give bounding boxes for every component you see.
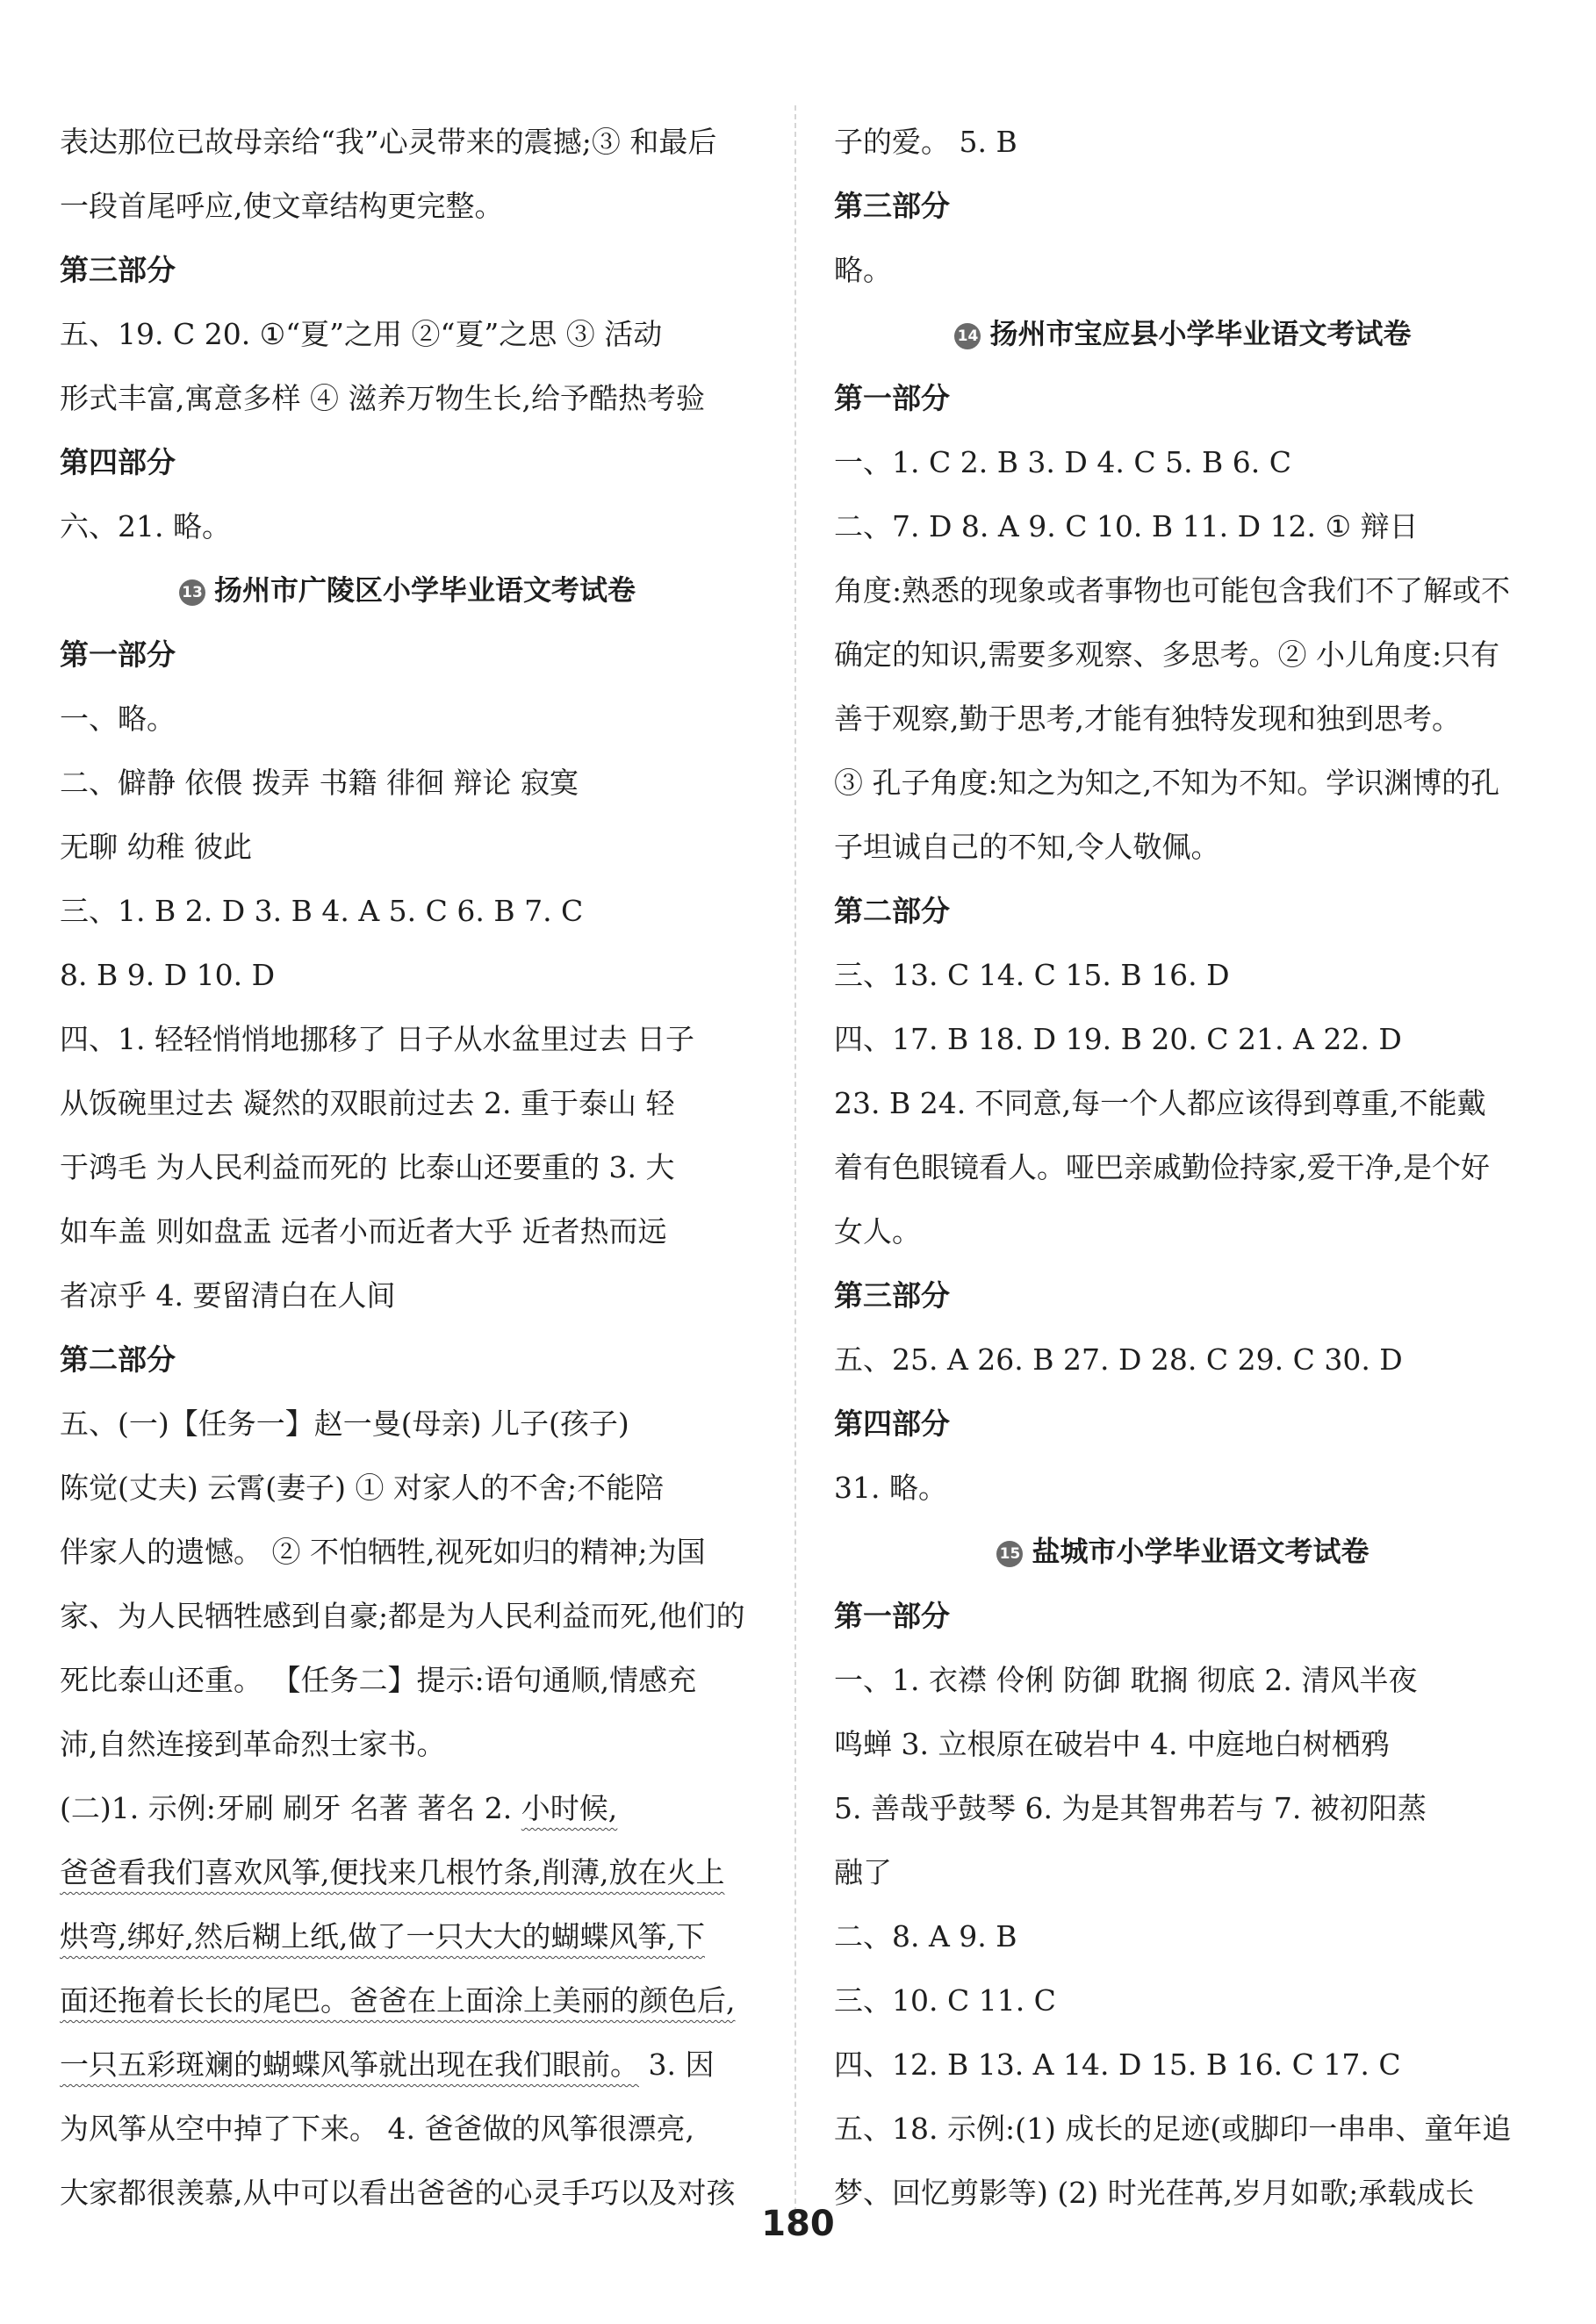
plain-text: 3. 因	[639, 2047, 715, 2082]
text-line: 善于观察,勤于思考,才能有独特发现和独到思考。	[834, 702, 1461, 736]
exam-title-text: 盐城市小学毕业语文考试卷	[1032, 1535, 1370, 1568]
section-heading: 第一部分	[60, 637, 176, 672]
text-line: 家、为人民牺牲感到自豪;都是为人民利益而死,他们的	[60, 1599, 745, 1633]
text-line: 为风筝从空中掉了下来。 4. 爸爸做的风筝很漂亮,	[60, 2112, 694, 2146]
exam-title	[60, 558, 755, 622]
text-line	[60, 1968, 755, 2033]
text-line: 子坦诚自己的不知,令人敬佩。	[834, 830, 1220, 864]
right-column	[834, 110, 1532, 2225]
exam-title	[834, 1520, 1532, 1584]
text-line: 于鸿毛 为人民利益而死的 比泰山还要重的 3. 大	[60, 1150, 675, 1184]
text-line: 五、18. 示例:(1) 成长的足迹(或脚印一串串、童年追	[834, 2112, 1512, 2146]
text-line: 略。	[834, 253, 892, 287]
text-line: 5. 善哉乎鼓琴 6. 为是其智弗若与 7. 被初阳蒸	[834, 1791, 1427, 1825]
text-line: ③ 孔子角度:知之为知之,不知为不知。学识渊博的孔	[834, 766, 1500, 800]
text-line: 融了	[834, 1855, 892, 1889]
text-line: 梦、回忆剪影等) (2) 时光荏苒,岁月如歌;承载成长	[834, 2176, 1475, 2210]
wavy-underlined-text: 一只五彩斑斓的蝴蝶风筝就出现在我们眼前。	[60, 2047, 639, 2082]
text-line: 形式丰富,寓意多样 ④ 滋养万物生长,给予酷热考验	[60, 381, 705, 415]
left-column	[60, 110, 755, 2225]
text-line: 三、1. B 2. D 3. B 4. A 5. C 6. B 7. C	[60, 894, 584, 928]
text-line: 四、17. B 18. D 19. B 20. C 21. A 22. D	[834, 1022, 1402, 1056]
text-line	[60, 1840, 755, 1904]
section-heading: 第三部分	[60, 253, 176, 287]
text-line: 六、21. 略。	[60, 509, 231, 543]
exam-number-badge: 15	[996, 1541, 1023, 1567]
plain-text: (二)1. 示例:牙刷 刷牙 名著 著名 2.	[60, 1791, 521, 1825]
wavy-underlined-text: 小时候,	[521, 1791, 618, 1825]
text-line: 者凉乎 4. 要留清白在人间	[60, 1278, 396, 1313]
text-line: 一、1. 衣襟 伶俐 防御 耽搁 彻底 2. 清风半夜	[834, 1663, 1418, 1697]
exam-title-text: 扬州市宝应县小学毕业语文考试卷	[989, 317, 1412, 350]
text-line: 如车盖 则如盘盂 远者小而近者大乎 近者热而远	[60, 1214, 667, 1248]
text-line: 五、(一)【任务一】赵一曼(母亲) 儿子(孩子)	[60, 1407, 629, 1441]
section-heading: 第二部分	[834, 894, 950, 928]
text-line: 五、19. C 20. ①“夏”之用 ②“夏”之思 ③ 活动	[60, 317, 663, 351]
text-line: 鸣蝉 3. 立根原在破岩中 4. 中庭地白树栖鸦	[834, 1727, 1390, 1761]
exam-number-badge: 13	[179, 579, 205, 606]
text-line: 一、1. C 2. B 3. D 4. C 5. B 6. C	[834, 445, 1292, 479]
text-line: 二、8. A 9. B	[834, 1919, 1017, 1953]
text-line: 女人。	[834, 1214, 921, 1248]
text-line: 一、略。	[60, 702, 176, 736]
text-line: 无聊 幼稚 彼此	[60, 830, 252, 864]
text-line: 死比泰山还重。 【任务二】提示:语句通顺,情感充	[60, 1663, 697, 1697]
section-heading: 第一部分	[834, 1599, 950, 1633]
text-line	[60, 2033, 755, 2097]
section-heading: 第二部分	[60, 1342, 176, 1377]
text-line: 二、僻静 依偎 拨弄 书籍 徘徊 辩论 寂寞	[60, 766, 579, 800]
text-line	[60, 1904, 755, 1968]
text-line: 五、25. A 26. B 27. D 28. C 29. C 30. D	[834, 1342, 1403, 1377]
exam-number-badge: 14	[954, 323, 981, 349]
text-line: 子的爱。 5. B	[834, 125, 1017, 159]
exam-title	[834, 302, 1532, 366]
text-line: 8. B 9. D 10. D	[60, 958, 276, 992]
text-line: 四、1. 轻轻悄悄地挪移了 日子从水盆里过去 日子	[60, 1022, 694, 1056]
section-heading: 第一部分	[834, 381, 950, 415]
text-line: 角度:熟悉的现象或者事物也可能包含我们不了解或不	[834, 573, 1511, 608]
section-heading: 第四部分	[60, 445, 176, 479]
page-number: 180	[761, 2204, 835, 2244]
section-heading: 第三部分	[834, 1278, 950, 1313]
text-line: 沛,自然连接到革命烈士家书。	[60, 1727, 446, 1761]
text-line: 三、13. C 14. C 15. B 16. D	[834, 958, 1230, 992]
text-line: 二、7. D 8. A 9. C 10. B 11. D 12. ① 辩日	[834, 509, 1419, 543]
text-line: 一段首尾呼应,使文章结构更完整。	[60, 189, 504, 223]
exam-title-text: 扬州市广陵区小学毕业语文考试卷	[213, 573, 636, 607]
column-divider	[794, 105, 796, 2230]
text-line: 23. B 24. 不同意,每一个人都应该得到尊重,不能戴	[834, 1086, 1486, 1120]
section-heading: 第四部分	[834, 1407, 950, 1441]
text-line: 三、10. C 11. C	[834, 1983, 1056, 2018]
text-line: 表达那位已故母亲给“我”心灵带来的震撼;③ 和最后	[60, 125, 717, 159]
text-line: 陈觉(丈夫) 云霄(妻子) ① 对家人的不舍;不能陪	[60, 1471, 665, 1505]
text-line: 31. 略。	[834, 1471, 947, 1505]
text-line: 从饭碗里过去 凝然的双眼前过去 2. 重于泰山 轻	[60, 1086, 675, 1120]
text-line: 确定的知识,需要多观察、多思考。② 小儿角度:只有	[834, 637, 1500, 672]
text-line: 大家都很羡慕,从中可以看出爸爸的心灵手巧以及对孩	[60, 2176, 736, 2210]
wavy-underlined-text: 爸爸看我们喜欢风筝,便找来几根竹条,削薄,放在火上	[60, 1855, 725, 1889]
wavy-underlined-text: 烘弯,绑好,然后糊上纸,做了一只大大的蝴蝶风筝,下	[60, 1919, 705, 1953]
text-line: 着有色眼镜看人。哑巴亲戚勤俭持家,爱干净,是个好	[834, 1150, 1490, 1184]
wavy-underlined-text: 面还拖着长长的尾巴。爸爸在上面涂上美丽的颜色后,	[60, 1983, 736, 2018]
text-line: 四、12. B 13. A 14. D 15. B 16. C 17. C	[834, 2047, 1401, 2082]
section-heading: 第三部分	[834, 189, 950, 223]
text-line: 伴家人的遗憾。 ② 不怕牺牲,视死如归的精神;为国	[60, 1535, 706, 1569]
text-line	[60, 1776, 755, 1840]
